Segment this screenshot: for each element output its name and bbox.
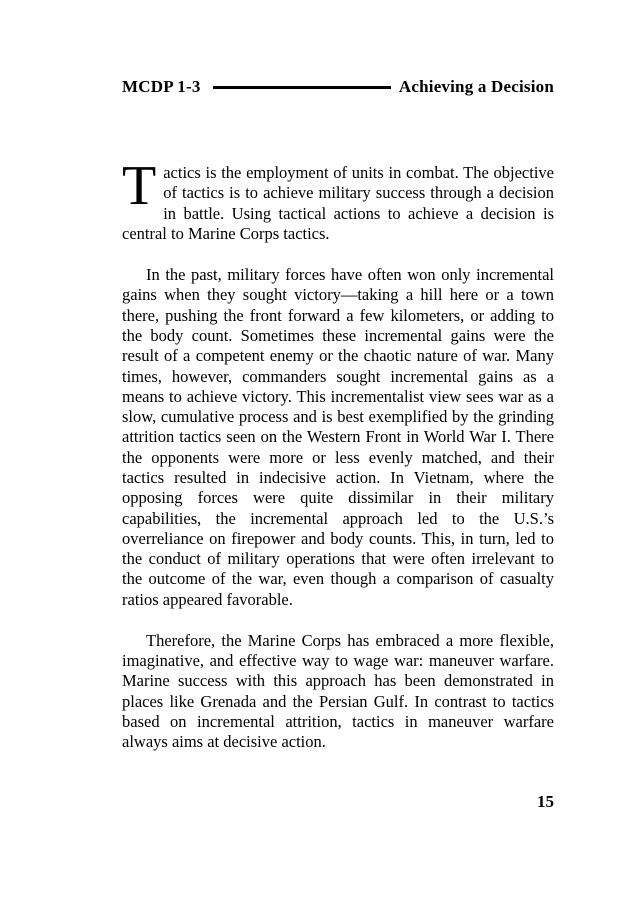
- document-body: [122, 155, 554, 753]
- paragraph-1-text: actics is the employment of units in combat. The objective of tactics is to achieve military success through a decision in battle. Using tactical actions to achieve a decision is central to Marine Corps tactics.: [122, 163, 554, 243]
- header-rule: [213, 86, 391, 89]
- paragraph-3: Therefore, the Marine Corps has embraced a more flexible, imaginative, and effective way to wage war: maneuver warfare. Marine success with this approach has been demonstrated in places like Grenada and the Persian Gulf. In contrast to tactics based on incremental attrition, tactics in maneuver warfare always aims at decisive action.: [122, 630, 554, 752]
- paragraph-1: [122, 155, 554, 244]
- dropcap-letter: T: [122, 155, 157, 217]
- page-number: 15: [537, 792, 554, 811]
- document-id: MCDP 1-3: [122, 77, 201, 96]
- paragraph-2: In the past, military forces have often won only incremental gains when they sought victory—taking a hill here or a town there, pushing the front forward a few kilometers, or adding to the body count. Sometimes these incremental gains were the result of a competent enemy or the chaotic nature of war. Many times, however, commanders sought incremental gains as a means to achieve victory. This incrementalist view sees war as a slow, cumulative process and is best exemplified by the grinding attrition tactics seen on the Western Front in World War I. There the opponents were more or less evenly matched, and their tactics resulted in indecisive action. In Vietnam, where the opposing forces were quite dissimilar in their military capabilities, the incremental approach led to the U.S.’s overreliance on firepower and body counts. This, in turn, led to the conduct of military operations that were often irrelevant to the outcome of the war, even though a comparison of casualty ratios appeared favorable.: [122, 265, 554, 609]
- page-footer: [537, 792, 554, 812]
- page-header: [122, 77, 554, 97]
- chapter-title: Achieving a Decision: [398, 77, 554, 96]
